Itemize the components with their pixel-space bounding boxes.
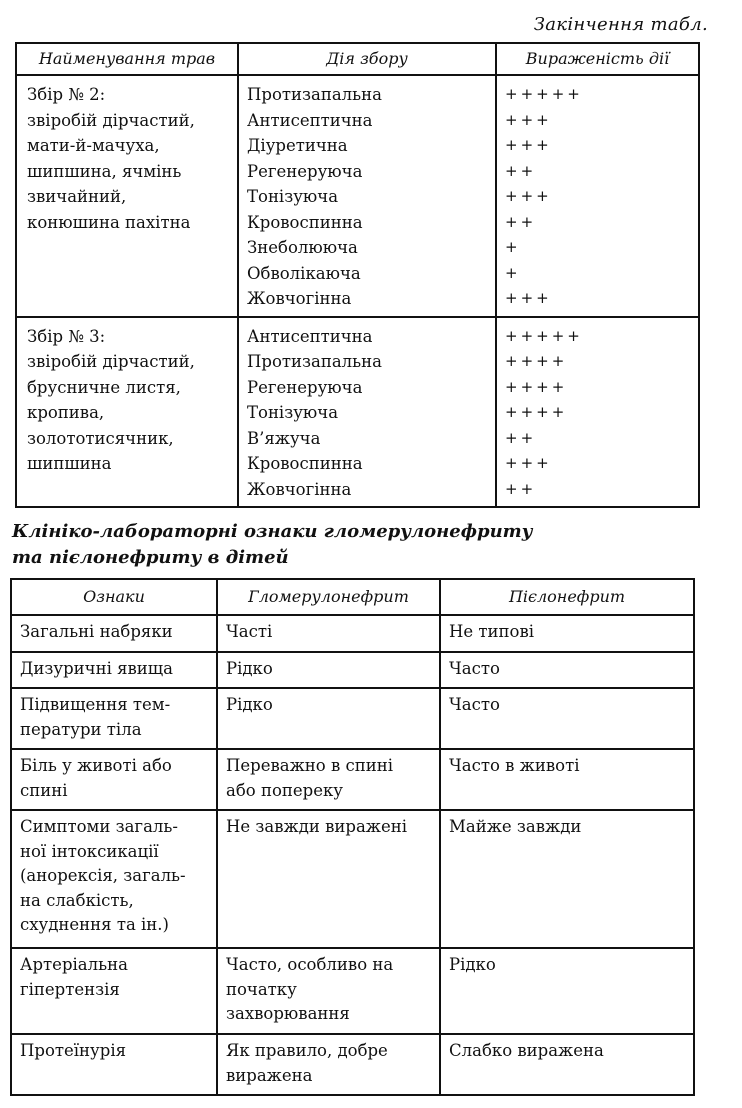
cell-line: Рідко	[449, 955, 496, 974]
cell-line: ператури тіла	[20, 719, 142, 739]
cell-line: Переважно в спині	[226, 756, 394, 775]
sign-cell	[11, 810, 217, 948]
intensity-mark: ++	[505, 479, 537, 498]
sign-cell	[11, 615, 217, 652]
table-row	[16, 317, 699, 508]
intensity-mark: +++	[505, 110, 552, 129]
heading-line: Клініко-лабораторні ознаки гломерулонефриту	[12, 521, 533, 542]
cell-line: захворювання	[226, 1004, 350, 1023]
effect-item: Діуретична	[247, 136, 348, 155]
cell-line: Не типові	[449, 622, 535, 641]
effect-item: Антисептична	[247, 326, 373, 346]
table-row	[11, 948, 694, 1034]
sign-cell	[11, 652, 217, 689]
pyelo-cell	[440, 688, 694, 749]
glomerulo-cell	[217, 688, 440, 749]
herb-line: Збір № 2:	[27, 85, 106, 104]
glomerulo-cell	[217, 615, 440, 652]
intensity-mark: ++++	[505, 352, 568, 370]
pyelo-cell	[440, 1034, 694, 1095]
pyelo-cell	[440, 652, 694, 689]
cell-line: або попереку	[226, 780, 343, 800]
cell-line: початку	[226, 979, 297, 999]
effect-item: Кровоспинна	[247, 454, 363, 473]
header-glomerulonephritis: Гломерулонефрит	[217, 579, 440, 615]
glomerulo-cell	[217, 810, 440, 948]
cell-line: Як правило, добре	[226, 1041, 388, 1060]
cell-line: Не завжди виражені	[226, 817, 408, 836]
cell-line: (анорексія, загаль-	[20, 866, 186, 885]
marks-cell	[496, 317, 699, 508]
cell-line: Часто	[449, 695, 500, 714]
herb-line: Збір № 3:	[27, 326, 106, 346]
cell-line: на слабкість,	[20, 890, 134, 910]
intensity-mark: ++	[505, 161, 537, 180]
herb-line: звіробій дірчастий,	[27, 352, 195, 371]
section-heading	[12, 519, 612, 571]
effect-item: Тонізуюча	[247, 403, 339, 422]
herb-line: конюшина пахітна	[27, 212, 191, 232]
herb-line: звичайний,	[27, 187, 127, 206]
intensity-mark: ++	[505, 212, 537, 231]
header-signs: Ознаки	[11, 579, 217, 615]
effect-item: Тонізуюча	[247, 187, 339, 206]
effect-item: Жовчогінна	[247, 479, 352, 499]
intensity-mark: +++	[505, 187, 552, 205]
intensity-mark: +++	[505, 289, 552, 307]
herb-line: кропива,	[27, 403, 105, 422]
cell-line: Дизуричні явища	[20, 658, 173, 678]
glomerulo-cell	[217, 1034, 440, 1095]
cell-line: Майже завжди	[449, 817, 582, 836]
herbs-cell	[16, 317, 238, 508]
cell-line: Артеріальна	[20, 955, 128, 974]
cell-line: Слабко виражена	[449, 1041, 604, 1060]
continuation-label: Закінчення табл.	[533, 14, 708, 35]
cell-line: Часто в животі	[449, 756, 580, 775]
heading-line: та пієлонефриту в дітей	[12, 547, 289, 568]
header-herb-name: Найменування трав	[16, 43, 238, 75]
effect-item: Антисептична	[247, 110, 373, 130]
cell-line: ної інтоксикації	[20, 841, 159, 861]
effect-item: Регенеруюча	[247, 377, 363, 397]
herbs-cell	[16, 75, 238, 317]
pyelo-cell	[440, 615, 694, 652]
pyelo-cell	[440, 810, 694, 948]
table-row	[16, 75, 699, 317]
cell-line: Протеїнурія	[20, 1041, 127, 1060]
cell-line: Підвищення тем-	[20, 695, 171, 714]
header-effect-intensity: Вираженість дії	[496, 43, 699, 75]
table-row	[11, 810, 694, 948]
sign-cell	[11, 688, 217, 749]
intensity-mark: ++++	[505, 377, 568, 396]
herbs-table-header-row	[16, 43, 699, 75]
cell-line: Часто	[449, 658, 500, 678]
cell-line: виражена	[226, 1065, 313, 1085]
marks-cell	[496, 75, 699, 317]
pyelo-cell	[440, 948, 694, 1034]
header-pyelonephritis: Пієлонефрит	[440, 579, 694, 615]
cell-line: гіпертензія	[20, 979, 120, 999]
effect-item: Кровоспинна	[247, 212, 363, 232]
signs-table-header-row	[11, 579, 694, 615]
herb-line: звіробій дірчастий,	[27, 110, 195, 130]
effect-item: Знеболююча	[247, 238, 358, 257]
glomerulo-cell	[217, 948, 440, 1034]
cell-line: Загальні набряки	[20, 622, 173, 641]
table-row	[11, 749, 694, 810]
herb-line: брусничне листя,	[27, 377, 181, 397]
herb-line: шипшина	[27, 454, 112, 473]
effect-item: Регенеруюча	[247, 161, 363, 181]
effects-cell	[238, 317, 496, 508]
intensity-mark: +++	[505, 454, 552, 472]
cell-line: спині	[20, 780, 68, 800]
cell-line: Часто, особливо на	[226, 955, 394, 974]
glomerulo-cell	[217, 749, 440, 810]
intensity-mark: +++++	[505, 326, 583, 345]
table-row	[11, 652, 694, 689]
herb-line: золототисячник,	[27, 428, 174, 448]
cell-line: схуднення та ін.)	[20, 915, 169, 934]
sign-cell	[11, 1034, 217, 1095]
effect-item: В’яжуча	[247, 428, 321, 448]
glomerulo-cell	[217, 652, 440, 689]
cell-line: Симптоми загаль-	[20, 817, 178, 836]
intensity-mark: ++	[505, 428, 537, 447]
herb-line: мати-й-мачуха,	[27, 136, 160, 155]
effect-item: Жовчогінна	[247, 289, 352, 308]
header-collection-effect: Дія збору	[238, 43, 496, 75]
intensity-mark: +	[505, 238, 521, 256]
effect-item: Протизапальна	[247, 352, 382, 371]
signs-table	[10, 578, 695, 1096]
intensity-mark: +++	[505, 136, 552, 154]
sign-cell	[11, 948, 217, 1034]
cell-line: Рідко	[226, 658, 273, 678]
cell-line: Часті	[226, 622, 273, 641]
table-row	[11, 688, 694, 749]
table-row	[11, 615, 694, 652]
table-row	[11, 1034, 694, 1095]
effects-cell	[238, 75, 496, 317]
intensity-mark: +++++	[505, 85, 583, 103]
effect-item: Протизапальна	[247, 85, 382, 104]
pyelo-cell	[440, 749, 694, 810]
intensity-mark: +	[505, 263, 521, 282]
herbs-table	[15, 42, 700, 508]
sign-cell	[11, 749, 217, 810]
cell-line: Біль у животі або	[20, 756, 172, 775]
herb-line: шипшина, ячмінь	[27, 161, 182, 181]
cell-line: Рідко	[226, 695, 273, 714]
effect-item: Обволікаюча	[247, 263, 361, 283]
intensity-mark: ++++	[505, 403, 568, 421]
